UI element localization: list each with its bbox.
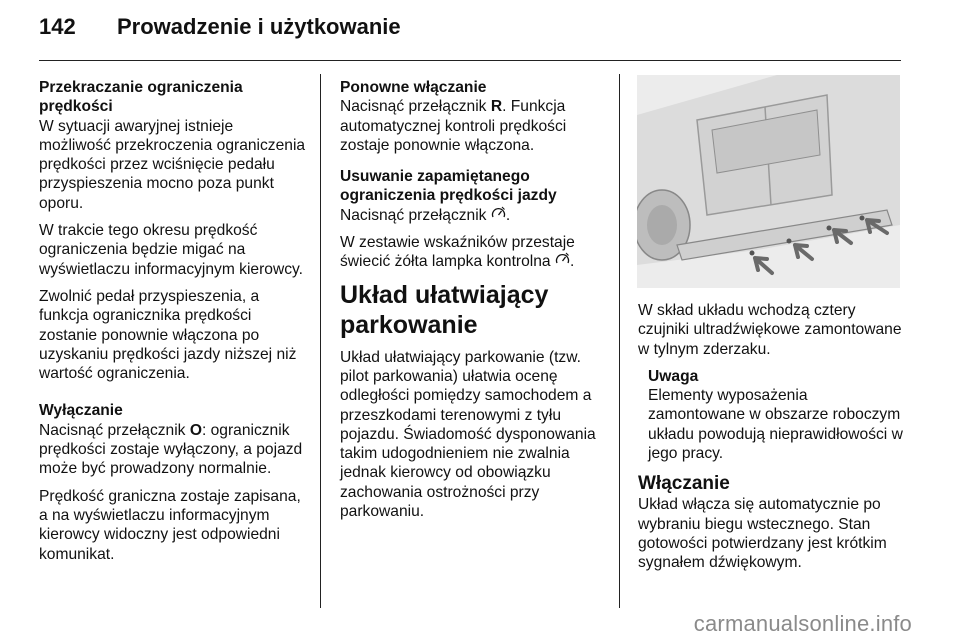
paragraph: Nacisnąć przełącznik O: ogranicznik prędkości zostaje wyłączony, a pojazd może być prowadzony normalnie. <box>39 421 303 478</box>
column-divider-1 <box>320 74 321 608</box>
section-heading-delete: Usuwanie zapamiętanego ograniczenia prędkości jazdy <box>340 168 557 205</box>
section-heading-on: Włączanie <box>638 473 730 495</box>
paragraph: W sytuacji awaryjnej istnieje możliwość przekroczenia ograniczenia prędkości przez wciśnięcie pedału przyspieszenia mocno poza punkt oporu. <box>39 117 306 212</box>
column-divider-2 <box>619 74 620 608</box>
van-rear-drawing <box>637 75 900 288</box>
switch-r-symbol: R <box>490 98 503 116</box>
paragraph: W zestawie wskaźników przestaje świecić żółta lampka kontrolna . <box>340 234 575 271</box>
note-box <box>638 367 906 463</box>
paragraph: Układ ułatwiający parkowanie (tzw. pilot parkowania) ułatwia ocenę odległości pomiędzy samochodem a przeszkodami terenowymi z tyłu pojazdu. Świadomość dysponowania takim udogodnieniem nie zwalnia jednak kierowcy od obowiązku zachowania ostrożności przy parkowaniu. <box>340 348 596 521</box>
paragraph: Nacisnąć przełącznik R. Funkcja automatycznej kontroli prędkości zostaje ponownie włączona. <box>340 98 567 154</box>
column-2 <box>340 78 608 529</box>
watermark: carmanualsonline.info <box>693 611 912 636</box>
page-number: 142 <box>39 14 76 39</box>
header-divider <box>39 60 901 61</box>
speedometer-limiter-icon <box>491 206 506 225</box>
note-title: Uwaga <box>648 367 699 385</box>
column-3 <box>638 301 906 581</box>
parking-sensor-illustration <box>637 75 900 288</box>
paragraph: W trakcie tego okresu prędkość ograniczenia będzie migać na wyświetlaczu informacyjnym kierowcy. <box>39 222 303 278</box>
speedometer-limiter-icon <box>555 252 570 271</box>
page-header <box>39 14 401 40</box>
section-heading-off: Wyłączanie <box>39 402 123 420</box>
paragraph: Zwolnić pedał przyspieszenia, a funkcja ogranicznika prędkości zostanie ponownie włączona po uzyskaniu prędkości jazdy niższej niż wartość ograniczenia. <box>39 287 297 383</box>
paragraph: W skład układu wchodzą cztery czujniki ultradźwiękowe zamontowane w tylnym zderzaku. <box>638 302 902 358</box>
switch-o-symbol: O <box>189 421 202 439</box>
chapter-heading-parking: Układ ułatwiający parkowanie <box>340 280 549 339</box>
section-heading-resume: Ponowne włączanie <box>340 79 487 96</box>
section-heading-override: Przekraczanie ograniczenia prędkości <box>39 79 243 116</box>
note-text: Elementy wyposażenia zamontowane w obszarze roboczym układu powodują nieprawidłowości w jego pracy. <box>648 387 903 463</box>
column-1 <box>39 78 309 572</box>
paragraph: Prędkość graniczna zostaje zapisana, a na wyświetlaczu informacyjnym kierowcy widoczny jest odpowiedni komunikat. <box>39 487 301 563</box>
paragraph: Nacisnąć przełącznik . <box>340 206 511 224</box>
page-title: Prowadzenie i użytkowanie <box>117 14 401 39</box>
paragraph: Układ włącza się automatycznie po wybraniu biegu wstecznego. Stan gotowości potwierdzany jest krótkim sygnałem dźwiękowym. <box>638 496 887 572</box>
